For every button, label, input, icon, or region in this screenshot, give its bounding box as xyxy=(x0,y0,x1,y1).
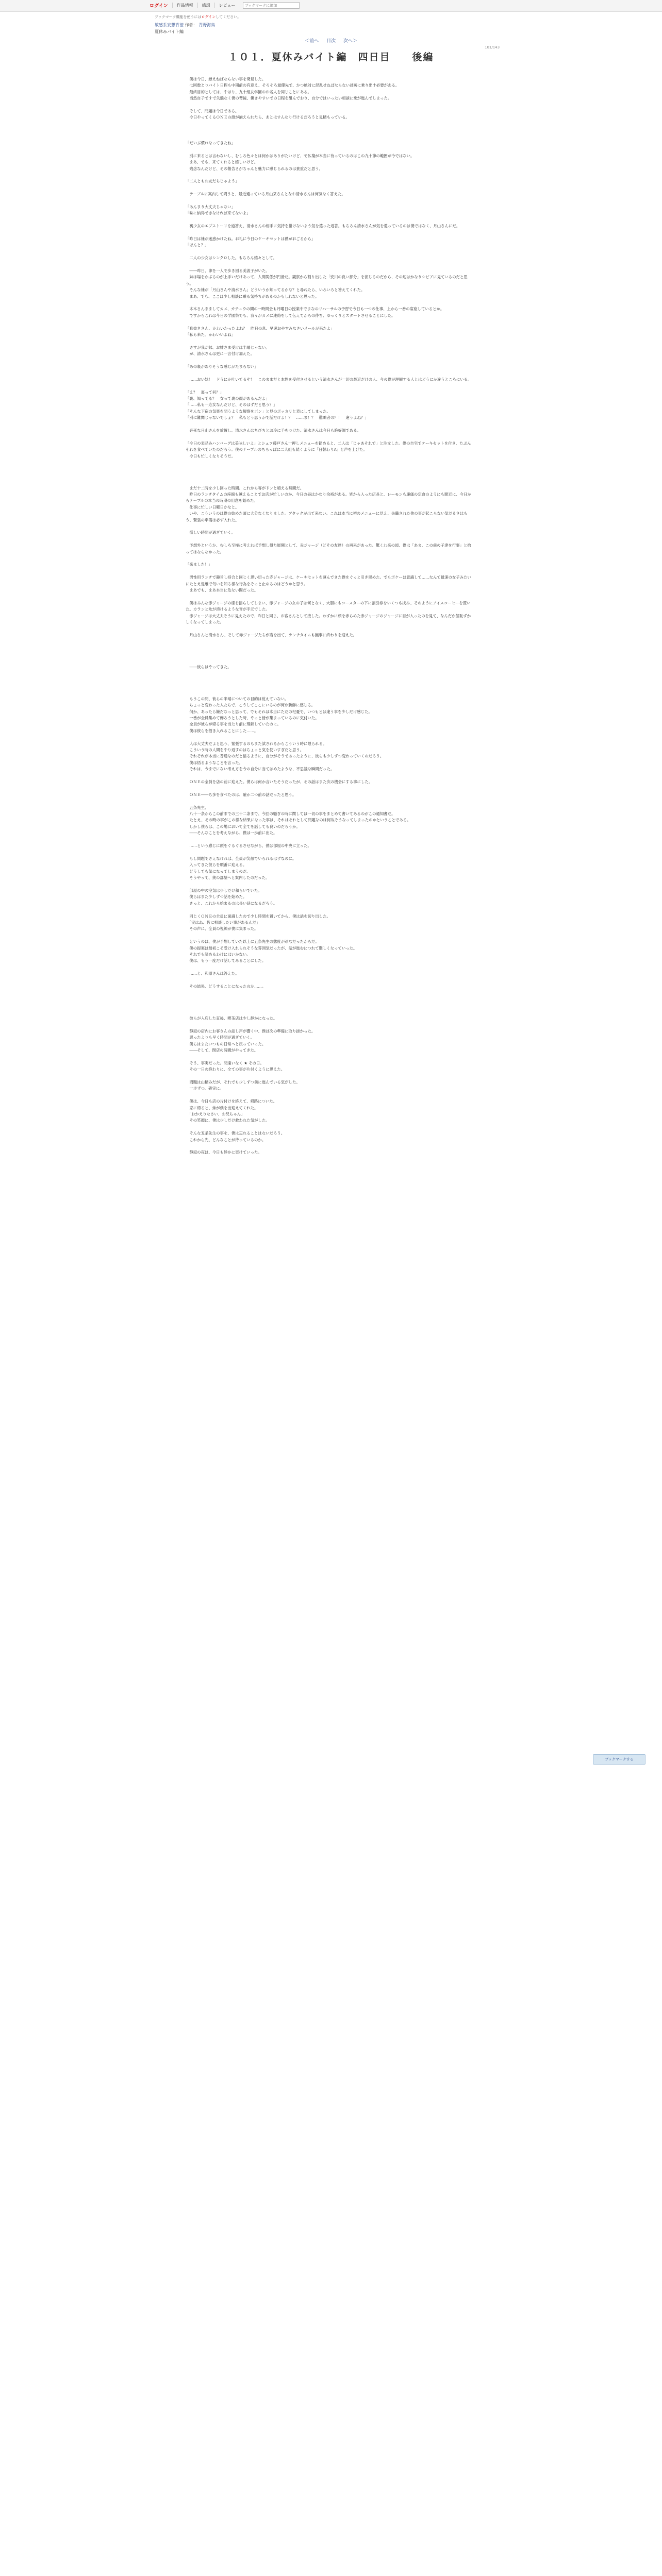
body-line xyxy=(186,338,474,344)
body-line: 八十一条からこの前までの三十二条まで、今回の騒ぎの時に関しては一切の事をまとめて書いてあるのがこの通知書だ。 xyxy=(186,811,395,817)
body-line: そんな五条先生の事を、僕は忘れることはないだろう。 xyxy=(186,1131,285,1136)
body-line: 「私も来た。かわいいよね」 xyxy=(186,332,236,337)
body-line: 「昨日は妹が迷惑かけたね。お礼に今日のケーキセットは僕がおごるから」 xyxy=(186,236,316,241)
body-line: それぞれが本当に普通なのだと悟るように、自分がそうであったように、彼らも少しずつ変わっていくのだろう。 xyxy=(186,754,384,759)
body-line: 「二人ともお友だちじゃよう」 xyxy=(186,179,239,184)
body-line: 僕らはまた少しずつ話を始めた。 xyxy=(186,894,247,900)
login-link[interactable]: ログイン xyxy=(150,4,168,9)
body-line xyxy=(186,933,474,939)
body-line: 「そんな下宿の気楽を問うような観察をボン」と見のポッカリと表にしてしまった。 xyxy=(186,409,330,414)
body-line xyxy=(186,638,474,645)
body-line xyxy=(186,319,474,325)
body-line xyxy=(186,1143,474,1149)
body-line: その一日の終わりに、全ての事が片付くように思えた。 xyxy=(186,1067,285,1072)
body-line xyxy=(186,185,474,191)
body-line: それでも諦めるわけにはいかない。 xyxy=(186,952,251,957)
author-link[interactable]: 青野海鳥 xyxy=(198,23,216,27)
bookmark-button[interactable]: ブックマークする xyxy=(593,1754,646,1765)
body-line: 「あの裏がありそうな感じがたまらない」 xyxy=(186,364,258,369)
body-line xyxy=(186,1092,474,1098)
body-line: 彼らが入店した直後、喫茶店は少し静かになった。 xyxy=(186,1015,277,1021)
body-line: たとえ、その時の事がこの様な結果になった事は、それはそれとして問題なのは何故そうなってしまったのかということである。 xyxy=(186,818,411,823)
body-line: もうこの間、彼らの半端についての目的は覚えていない。 xyxy=(186,696,289,701)
chapter-name: 夏休みバイト編 xyxy=(155,29,184,34)
body-line: 「息抜きさん、かわいかったよね？ 昨日の息、早速おやすみなさいメールが来たよ」 xyxy=(186,326,335,331)
toc-link[interactable]: 目次 xyxy=(326,39,336,44)
body-line: 同じくＯＮＥの全員に面識したので少し時間を置いてから、僕は話を切り出した。 xyxy=(186,913,330,919)
body-line: 僕は悟るようなことを言った。 xyxy=(186,760,243,765)
body-line xyxy=(186,198,474,204)
body-line xyxy=(186,568,474,574)
body-line: 僕の提案は最初こそ受け入れられそうな雰囲気だったが、話が進むにつれて難しくなっていった。 xyxy=(186,945,357,951)
body-line xyxy=(186,555,474,562)
body-line xyxy=(186,421,474,428)
notice-text-after: してください。 xyxy=(216,15,241,19)
top-bar xyxy=(0,0,662,12)
body-line xyxy=(186,523,474,530)
body-line xyxy=(186,1003,474,1009)
body-line: 慌しい時間が過ぎていく。 xyxy=(186,530,235,535)
body-line: ――そんなことを考えながら、僕は一歩前に出た。 xyxy=(186,831,277,836)
body-line: 僕は今日、縁えねばならない事を発見した。 xyxy=(186,77,266,81)
body-line: 「今日の表品みハンバーグは美味しいよ」とシェフ藤戸さん一押しメニューを勧めると、二人は「じゃあそれで」と注文した。僕の自宅でケーキセットを付き、たぶんそれを食べていたのだろう。僕のテーブルのちらっぱに二人組も続くように「日替わりA」と声を上げた。 xyxy=(186,440,471,452)
body-line xyxy=(186,466,474,472)
body-line: どうしても気になってしまうのだ。 xyxy=(186,869,251,874)
notice-text-before: ブックマーク機能を使うには xyxy=(155,15,202,19)
body-line: 七回数とりバイト日程も中期前の有意え、そろそろ最優先で、かつ絶対に混乱せねばならない計画に乗り出す必要がある。 xyxy=(186,83,400,88)
body-line: ……おい妹！ ドうにか吐いてるぞ！ このままだと本性を受付させるという清水さんが一切の最近だけの人、今の僕が理解する人とはどうにか違うところにいる。 xyxy=(186,377,472,382)
body-line: 僕らはまたいつもの日常へと戻っていった。 xyxy=(186,1041,266,1046)
body-line xyxy=(186,785,474,791)
body-line xyxy=(186,689,474,696)
body-line: テーブルに案内して問うと、最近通っている月山栞さんとなお清水さんは何気なく答えた。 xyxy=(186,192,345,197)
login-notice xyxy=(155,14,241,20)
body-line xyxy=(186,1124,474,1130)
body-line xyxy=(186,907,474,913)
body-line: 入ってきた彼らを順番に迎える。 xyxy=(186,862,247,868)
body-line xyxy=(186,977,474,984)
body-line xyxy=(186,146,474,152)
body-line: 「おかえりなさい、お兄ちゃん」 xyxy=(186,1111,245,1116)
body-line: 当然自子ですで失態なく僕の背後、働きやすいでの日程を組んでおり、自分ではいったい相談に乗が進んでしまった。 xyxy=(186,96,392,101)
body-line: まだ十二時を少し回った時間。これから客がドンと増える時間だ。 xyxy=(186,485,304,490)
body-line: 一歩ずつ、確実に。 xyxy=(186,1086,224,1091)
body-line xyxy=(186,651,474,657)
body-line: 僕は、もう一度だけ話してみることにした。 xyxy=(186,958,266,963)
body-line: 必死な月山さんを放置し、清水さんはちびちとお冷に手をつけた。清水さんは今日も絶好調である。 xyxy=(186,428,361,433)
body-line: 静寂の夜は、今日も静かに更けていった。 xyxy=(186,1150,262,1155)
body-line xyxy=(186,1073,474,1079)
body-line xyxy=(186,1009,474,1015)
body-line: 部屋の中の空気は少しだけ和らいでいた。 xyxy=(186,888,262,893)
body-line xyxy=(186,625,474,632)
body-line xyxy=(186,996,474,1003)
body-line xyxy=(186,383,474,389)
body-line: 静寂の店内にお客さんの話し声が響く中、僕は次の準備に取り掛かった。 xyxy=(186,1028,316,1033)
body-line xyxy=(186,460,474,466)
body-line xyxy=(186,837,474,843)
body-line: 「来ました！」 xyxy=(186,562,212,567)
bookmark-input[interactable] xyxy=(243,2,300,9)
body-line: 「裏、知ってる？ 女って裏の顔があるんだよ」 xyxy=(186,396,270,401)
body-line: 木本さんまましてカメ、カチュウの間の一時間会も月曜日の授業中でまなのリハーサルの予習で今日も一つの仕事、上から一番の席座しているとか。 xyxy=(186,307,444,312)
body-line: ――彼らはやってきた。 xyxy=(186,664,231,669)
body-line: きっと、これから始まるのは長い話になるだろう。 xyxy=(186,901,277,906)
body-line xyxy=(186,657,474,664)
body-line: 最終目的としては、やはり、九十組女学園のお名人を同じことにある。 xyxy=(186,89,311,94)
body-line: 「味に納得できなければ来てないよ」 xyxy=(186,211,251,216)
body-line: 人は大丈夫だよと思う、緊張するのもまた試されるからこういう時に限られる。 xyxy=(186,741,327,746)
body-line: 男性用ランチで趣旨し持合と同じく思い切った赤ジャージは、ケーキセットを運んできた僕をぐっと引き留めた。でもポケーは意識して……なんて最速の女子みたいにたとえ退離で匂いを知る様な行為をそっと止めるのはどうかと思う。 xyxy=(186,575,471,586)
body-line: その結果、どうすることになったのか……。 xyxy=(186,984,266,989)
body-line: というのは、僕が予想していた以上に五条先生の態度が頑なだったからだ。 xyxy=(186,939,319,944)
body-line: 何か、あったら嫌だなっと思って、でもそれは本当にただの杞憂で、いつもとは違う事を少しだけ感じた。 xyxy=(186,709,372,714)
novel-body xyxy=(186,76,474,1156)
body-line: 残念なんだけど、その報告さがちゃんと魅力に感じられるのは貴重だと思う。 xyxy=(186,166,323,171)
body-line xyxy=(186,102,474,108)
page-number: 101/143 xyxy=(485,45,500,49)
author-label: 作者： xyxy=(185,23,197,27)
body-line xyxy=(186,1054,474,1060)
body-line: 赤ジャージは大丈夫そうに見えたので、昨日と同じ、お客さんとして接した。わずかに頬を赤らめた赤ジャージのジャージに目が入ったのを見て、なんだか気恥ずかしくなってしまった。 xyxy=(186,613,471,625)
body-line xyxy=(186,882,474,888)
body-line: 月山さんと清水さん、そして赤ジャージたちが店を出て、ランチタイムも無事に終わりを迎えた。 xyxy=(186,632,357,637)
body-line: しかし僕らは、この場において全てを話しても良いのだろうか。 xyxy=(186,824,300,829)
next-link[interactable]: 次へ＞ xyxy=(343,39,357,44)
body-line: 「だいぶ慣れなってきたね」 xyxy=(186,141,236,145)
body-line: 僕は彼らを招き入れることにした……。 xyxy=(186,728,258,733)
body-line: が、清水さんは更に一言付け加えた。 xyxy=(186,351,255,357)
body-line: 全員が彼らが帰る事を当たり前に理解していたのに。 xyxy=(186,722,281,727)
nav-item-impressions[interactable]: 感想 xyxy=(197,3,214,8)
body-line xyxy=(186,773,474,779)
body-line xyxy=(186,121,474,127)
body-line: 一番が全員集めて飾ろうとした時、やっと皆が集まっているのに気付いた。 xyxy=(186,716,319,721)
body-line xyxy=(186,217,474,223)
body-line xyxy=(186,990,474,996)
body-line: 問題は山積みだが、それでも少しずつ前に進んでいる気がした。 xyxy=(186,1079,300,1084)
body-line xyxy=(186,230,474,236)
body-line: ……と、和原さんは答えた。 xyxy=(186,971,239,976)
body-line xyxy=(186,594,474,600)
body-line: 裏少女のエプストーリを道答え、清水さんの相手に気持を掛けないよう気を遣った返答。もちろん清水さんが気を遣っているのは僕ではなく、月山さんにだ。 xyxy=(186,224,460,229)
body-line: 「ほんと？」 xyxy=(186,243,209,248)
body-line xyxy=(186,479,474,485)
body-line xyxy=(186,1022,474,1028)
series-link[interactable]: 敏感系妄想背徳 xyxy=(155,23,184,27)
body-line xyxy=(186,683,474,689)
body-line: 二人の少女はシンクロした。もちろん嬉々として。 xyxy=(186,256,277,261)
body-line xyxy=(186,734,474,740)
body-line: 思ったよりも早く時間が過ぎていく。 xyxy=(186,1035,254,1040)
body-line: 仕事に忙しい日曜日かなと。 xyxy=(186,504,239,510)
body-line: ――そして、閉店の時間がやってきた。 xyxy=(186,1047,258,1053)
prev-link[interactable]: ＜前へ xyxy=(305,39,319,44)
body-line: 妹は場をかぶるのが上手いだけあって、人間関係が円滑だ。観察から割り出した「安川の良い部分」を演じるのだから、その辺はかなりシビアに見ているのだと思う。 xyxy=(186,275,468,286)
body-line: 「え？ 裏って何？」 xyxy=(186,389,224,395)
body-line: 「別に難関じゃないでしょ？ 私もどう思うかで話だけよ！？ ……ま！？ 難瞭者の？！ 違うよね？」 xyxy=(186,415,369,420)
body-line xyxy=(186,370,474,376)
body-line xyxy=(186,134,474,140)
body-line: 僕は、今日も店の片付けを終えて、帰路についた。 xyxy=(186,1099,277,1104)
body-line xyxy=(186,434,474,440)
body-line xyxy=(186,849,474,855)
body-line: もし問題でさえなければ、全員が笑顔でいられるはずなのに。 xyxy=(186,856,296,861)
body-line xyxy=(186,172,474,178)
body-line: ――昨日、卵を一人で歩き回る美波子がいた。 xyxy=(186,268,270,273)
body-line xyxy=(186,677,474,683)
body-line: 五条先生、 xyxy=(186,805,209,810)
body-line: 僕はみんな赤ジャージの様を揺らしてしまい、赤ジャージの女の子は何となく、大胆にもコースターの下に割引券をいくつも挟み、そのようにアイスコーヒーを置いた。カランと氷が溶けるような音が手元でした。 xyxy=(186,600,471,612)
body-line: ちょっと変わった人たちで、こうしてここにいるのが何か新鮮に感じる。 xyxy=(186,703,315,708)
notice-login-link[interactable]: ログイン xyxy=(201,15,216,19)
body-line xyxy=(186,358,474,364)
body-line: ＯＮＥの全員を店の前に迎えた。僕らは何か言いたそうだったが、その話はまた次の機会にする事にした。 xyxy=(186,779,373,785)
body-line xyxy=(186,249,474,255)
work-header xyxy=(155,22,215,35)
body-line: その声に、全員の視線が僕に集まった。 xyxy=(186,926,258,931)
body-line xyxy=(186,127,474,133)
nav-item-review[interactable]: レビュー xyxy=(214,3,240,8)
body-line: 昨日のランチタイムの座館も越えることでお店が忙しいのか、今日の昼はかなり余裕がある。皆から入った店長と、レーモンも廉価の定食のようにも間近に、今日からテーブルの本当の時期の用意を始めた。 xyxy=(186,492,471,503)
body-line: 別に来るとは言わないし、むしろ色々とは何かはありがたいけど、で仏壇が本当に待っているのはこの九十節の範囲が今ではない。 xyxy=(186,153,415,158)
body-line: そして、問題は今日である。 xyxy=(186,109,239,114)
body-line xyxy=(186,300,474,306)
body-line: 「……私も一応女なんだけど、そのはずだと思う？」 xyxy=(186,402,277,408)
nav-item-info[interactable]: 作品情報 xyxy=(172,3,197,8)
chapter-title: １０１．夏休みバイト編 四日目 後編 xyxy=(228,52,434,63)
body-line: 予想外というか、むしろ至極に考えれば予想し得た展開として、赤ジャージ（どその友達）の再来があった。驚くわ来の頃、僕は「あま、この前の子達を行事」と拾ってはならなかった。 xyxy=(186,543,471,554)
body-line: こういう時の人間をやり返すのはちょっと気を使いすぎだと思う。 xyxy=(186,748,304,753)
body-line: ですからこれは今日の学園祭でも、我々がカメに連絡をして伝えてからの待ち、ゆっくりとスタートさせることにした。 xyxy=(186,313,395,318)
body-line: まあ、でも、来てくれると嬉しいけど。 xyxy=(186,160,258,165)
body-line xyxy=(186,645,474,651)
body-line: そんな妹が「月山さんや清水さん」どういうか知ってるかな？と尋ねたら、いろいろと答えてくれた。 xyxy=(186,287,365,293)
body-line: 今日やってくるＯＮＥの渡が揃えられたら、あとはすんなり行けるだろうと見積もっている。 xyxy=(186,115,350,120)
body-line: 今日も忙しくなりそうだ。 xyxy=(186,453,236,459)
body-line: いや、こういうのは僕の始めた頃に大分なくなりました。アタックが出て来ない。これは本当に初のメニューに見え、失職された他の事が起こらない気だるさはもう、緊張の準備は必ず入れた。 xyxy=(186,511,468,522)
body-line: その笑顔に、僕は少しだけ救われた気がした。 xyxy=(186,1118,270,1123)
body-line: 家に帰ると、妹が僕を出迎えてくれた。 xyxy=(186,1105,258,1110)
body-line xyxy=(186,262,474,268)
body-line: そう、事実だった。間違いなく ★ その日。 xyxy=(186,1060,264,1065)
body-line xyxy=(186,964,474,971)
body-line: それは、今までにない考え方を今の自分に当てはめたような、不思議な瞬間だった。 xyxy=(186,767,335,772)
body-line: ＯＮＥ――ち多を食べたのは、確か二つ前の話だったと思う。 xyxy=(186,792,296,797)
body-line: そうやって、奥の部屋へと案内したのだった。 xyxy=(186,875,270,880)
body-line: 「実はね、皆に相談したい事があるんだ」 xyxy=(186,920,260,925)
body-line: ……という感じに頭をぐるぐるさせながら、僕は部屋の中央に立った。 xyxy=(186,843,311,849)
body-line: これから先、どんなことが待っているのか。 xyxy=(186,1137,266,1142)
body-line xyxy=(186,798,474,804)
pager xyxy=(0,37,662,44)
body-line xyxy=(186,670,474,676)
body-line xyxy=(186,536,474,543)
body-line: さすが我が妹、お姉さま受けは半端じゃない。 xyxy=(186,345,270,350)
body-line: 「あんまり大丈夫じゃない」 xyxy=(186,205,236,209)
body-line: まあでも、まあ本当に危ない間だった。 xyxy=(186,588,258,593)
body-line xyxy=(186,472,474,479)
body-line: まあ、でも、ここは少し相談に乗る気持ちがあるのかもしれないと思った。 xyxy=(186,294,319,299)
